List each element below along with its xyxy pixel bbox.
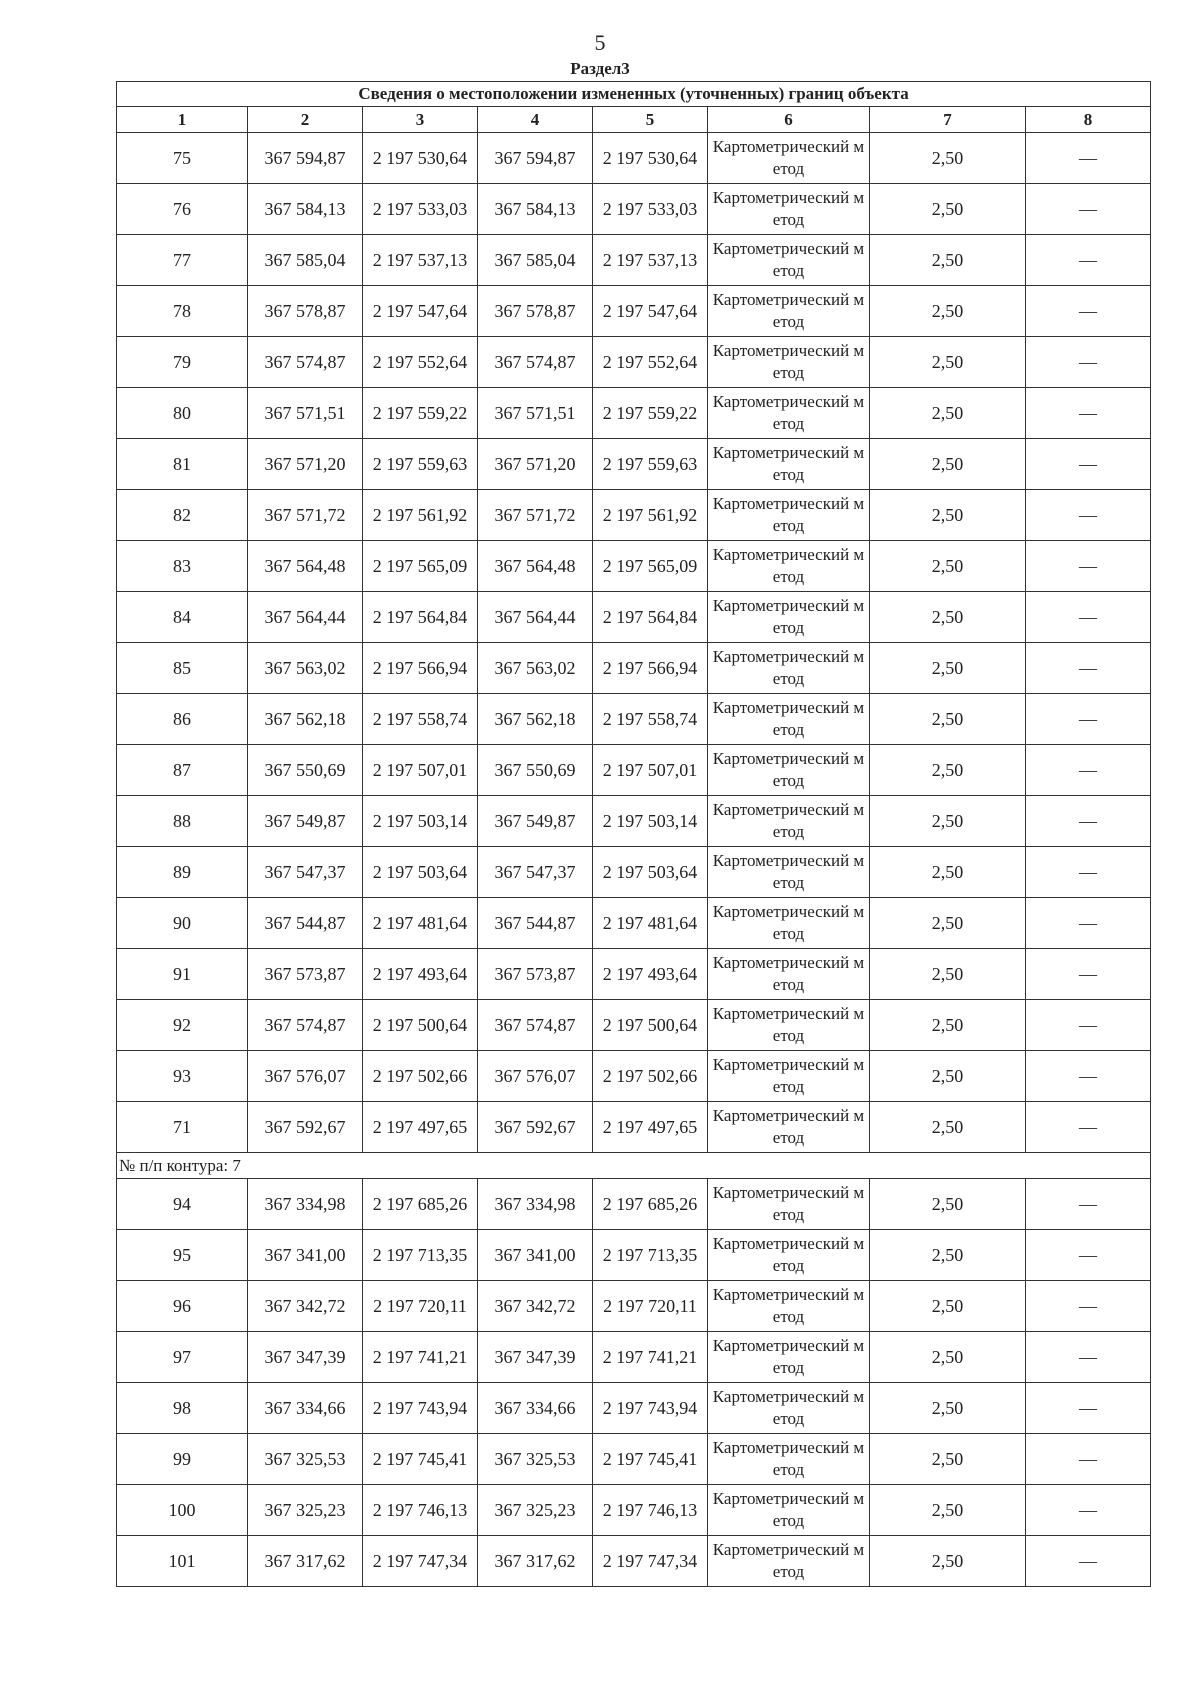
accuracy-cell: 2,50 — [870, 1230, 1026, 1281]
note-cell: — — [1026, 1051, 1151, 1102]
note-cell: — — [1026, 541, 1151, 592]
point-number-cell: 87 — [117, 745, 248, 796]
y-refined-cell: 2 197 566,94 — [593, 643, 708, 694]
table-row — [117, 796, 1151, 847]
point-number-cell: 86 — [117, 694, 248, 745]
x-refined-cell: 367 576,07 — [478, 1051, 593, 1102]
x-refined-cell: 367 571,20 — [478, 439, 593, 490]
y-refined-cell: 2 197 503,14 — [593, 796, 708, 847]
note-cell: — — [1026, 439, 1151, 490]
accuracy-cell: 2,50 — [870, 1383, 1026, 1434]
y-refined-cell: 2 197 530,64 — [593, 133, 708, 184]
y-refined-cell: 2 197 741,21 — [593, 1332, 708, 1383]
method-cell: Картометрический метод — [708, 1000, 870, 1051]
accuracy-cell: 2,50 — [870, 1102, 1026, 1153]
table-row — [117, 949, 1151, 1000]
y-existing-cell: 2 197 741,21 — [363, 1332, 478, 1383]
method-cell: Картометрический метод — [708, 286, 870, 337]
y-refined-cell: 2 197 746,13 — [593, 1485, 708, 1536]
note-cell: — — [1026, 1000, 1151, 1051]
x-refined-cell: 367 574,87 — [478, 337, 593, 388]
point-number-cell: 81 — [117, 439, 248, 490]
method-cell: Картометрический метод — [708, 1102, 870, 1153]
accuracy-cell: 2,50 — [870, 592, 1026, 643]
y-existing-cell: 2 197 745,41 — [363, 1434, 478, 1485]
table-row — [117, 439, 1151, 490]
point-number-cell: 95 — [117, 1230, 248, 1281]
x-refined-cell: 367 547,37 — [478, 847, 593, 898]
page-number: 5 — [594, 30, 606, 55]
method-cell: Картометрический метод — [708, 949, 870, 1000]
point-number-cell: 78 — [117, 286, 248, 337]
x-existing-cell: 367 585,04 — [248, 235, 363, 286]
accuracy-cell: 2,50 — [870, 847, 1026, 898]
y-existing-cell: 2 197 559,63 — [363, 439, 478, 490]
table-row — [117, 1051, 1151, 1102]
y-refined-cell: 2 197 564,84 — [593, 592, 708, 643]
point-number-cell: 79 — [117, 337, 248, 388]
x-existing-cell: 367 571,51 — [248, 388, 363, 439]
y-existing-cell: 2 197 502,66 — [363, 1051, 478, 1102]
accuracy-cell: 2,50 — [870, 796, 1026, 847]
x-existing-cell: 367 564,44 — [248, 592, 363, 643]
note-cell: — — [1026, 1281, 1151, 1332]
x-refined-cell: 367 573,87 — [478, 949, 593, 1000]
y-refined-cell: 2 197 502,66 — [593, 1051, 708, 1102]
y-existing-cell: 2 197 530,64 — [363, 133, 478, 184]
note-cell: — — [1026, 949, 1151, 1000]
table-caption: Сведения о местоположении измененных (уточненных) границ объекта — [117, 82, 1151, 107]
method-cell: Картометрический метод — [708, 592, 870, 643]
y-refined-cell: 2 197 500,64 — [593, 1000, 708, 1051]
x-refined-cell: 367 594,87 — [478, 133, 593, 184]
point-number-cell: 92 — [117, 1000, 248, 1051]
section-title: Раздел3 — [570, 59, 630, 78]
y-existing-cell: 2 197 493,64 — [363, 949, 478, 1000]
accuracy-cell: 2,50 — [870, 643, 1026, 694]
x-existing-cell: 367 544,87 — [248, 898, 363, 949]
method-cell: Картометрический метод — [708, 1179, 870, 1230]
x-refined-cell: 367 571,72 — [478, 490, 593, 541]
note-cell: — — [1026, 133, 1151, 184]
note-cell: — — [1026, 1179, 1151, 1230]
x-refined-cell: 367 317,62 — [478, 1536, 593, 1587]
accuracy-cell: 2,50 — [870, 286, 1026, 337]
table-header-row — [117, 107, 1151, 133]
note-cell: — — [1026, 388, 1151, 439]
y-existing-cell: 2 197 503,14 — [363, 796, 478, 847]
point-number-cell: 85 — [117, 643, 248, 694]
x-refined-cell: 367 325,23 — [478, 1485, 593, 1536]
accuracy-cell: 2,50 — [870, 235, 1026, 286]
method-cell: Картометрический метод — [708, 1051, 870, 1102]
x-existing-cell: 367 334,66 — [248, 1383, 363, 1434]
x-refined-cell: 367 544,87 — [478, 898, 593, 949]
y-refined-cell: 2 197 547,64 — [593, 286, 708, 337]
x-existing-cell: 367 578,87 — [248, 286, 363, 337]
method-cell: Картометрический метод — [708, 388, 870, 439]
x-refined-cell: 367 563,02 — [478, 643, 593, 694]
table-row — [117, 1000, 1151, 1051]
x-existing-cell: 367 594,87 — [248, 133, 363, 184]
y-refined-cell: 2 197 685,26 — [593, 1179, 708, 1230]
point-number-cell: 80 — [117, 388, 248, 439]
y-existing-cell: 2 197 566,94 — [363, 643, 478, 694]
x-refined-cell: 367 562,18 — [478, 694, 593, 745]
x-refined-cell: 367 334,66 — [478, 1383, 593, 1434]
table-row — [117, 745, 1151, 796]
x-existing-cell: 367 347,39 — [248, 1332, 363, 1383]
y-refined-cell: 2 197 713,35 — [593, 1230, 708, 1281]
x-existing-cell: 367 334,98 — [248, 1179, 363, 1230]
y-existing-cell: 2 197 564,84 — [363, 592, 478, 643]
y-refined-cell: 2 197 720,11 — [593, 1281, 708, 1332]
column-header: 4 — [478, 107, 593, 133]
method-cell: Картометрический метод — [708, 1536, 870, 1587]
method-cell: Картометрический метод — [708, 898, 870, 949]
x-existing-cell: 367 592,67 — [248, 1102, 363, 1153]
note-cell: — — [1026, 286, 1151, 337]
accuracy-cell: 2,50 — [870, 1051, 1026, 1102]
accuracy-cell: 2,50 — [870, 1434, 1026, 1485]
method-cell: Картометрический метод — [708, 847, 870, 898]
note-cell: — — [1026, 745, 1151, 796]
y-refined-cell: 2 197 507,01 — [593, 745, 708, 796]
y-refined-cell: 2 197 559,63 — [593, 439, 708, 490]
x-refined-cell: 367 325,53 — [478, 1434, 593, 1485]
x-existing-cell: 367 576,07 — [248, 1051, 363, 1102]
table-body — [117, 133, 1151, 1587]
y-existing-cell: 2 197 537,13 — [363, 235, 478, 286]
column-header: 5 — [593, 107, 708, 133]
table-row — [117, 1485, 1151, 1536]
y-refined-cell: 2 197 559,22 — [593, 388, 708, 439]
x-existing-cell: 367 574,87 — [248, 337, 363, 388]
note-cell: — — [1026, 1485, 1151, 1536]
note-cell: — — [1026, 337, 1151, 388]
table-row — [117, 133, 1151, 184]
column-header: 1 — [117, 107, 248, 133]
point-number-cell: 83 — [117, 541, 248, 592]
note-cell: — — [1026, 796, 1151, 847]
y-existing-cell: 2 197 503,64 — [363, 847, 478, 898]
table-row — [117, 1332, 1151, 1383]
method-cell: Картометрический метод — [708, 490, 870, 541]
x-existing-cell: 367 574,87 — [248, 1000, 363, 1051]
y-existing-cell: 2 197 713,35 — [363, 1230, 478, 1281]
note-cell: — — [1026, 1383, 1151, 1434]
note-cell: — — [1026, 592, 1151, 643]
accuracy-cell: 2,50 — [870, 949, 1026, 1000]
x-refined-cell: 367 574,87 — [478, 1000, 593, 1051]
point-number-cell: 98 — [117, 1383, 248, 1434]
note-cell: — — [1026, 490, 1151, 541]
point-number-cell: 84 — [117, 592, 248, 643]
x-refined-cell: 367 549,87 — [478, 796, 593, 847]
y-existing-cell: 2 197 743,94 — [363, 1383, 478, 1434]
y-existing-cell: 2 197 747,34 — [363, 1536, 478, 1587]
accuracy-cell: 2,50 — [870, 1281, 1026, 1332]
x-refined-cell: 367 564,48 — [478, 541, 593, 592]
table-row — [117, 1230, 1151, 1281]
y-refined-cell: 2 197 747,34 — [593, 1536, 708, 1587]
table-row — [117, 490, 1151, 541]
note-cell: — — [1026, 643, 1151, 694]
y-refined-cell: 2 197 493,64 — [593, 949, 708, 1000]
method-cell: Картометрический метод — [708, 133, 870, 184]
contour-label: № п/п контура: 7 — [117, 1153, 1151, 1179]
table-row — [117, 388, 1151, 439]
accuracy-cell: 2,50 — [870, 1179, 1026, 1230]
point-number-cell: 82 — [117, 490, 248, 541]
table-row — [117, 1179, 1151, 1230]
method-cell: Картометрический метод — [708, 1485, 870, 1536]
x-refined-cell: 367 334,98 — [478, 1179, 593, 1230]
method-cell: Картометрический метод — [708, 439, 870, 490]
table-row — [117, 1102, 1151, 1153]
table-row — [117, 286, 1151, 337]
contour-row — [117, 1153, 1151, 1179]
x-existing-cell: 367 573,87 — [248, 949, 363, 1000]
y-existing-cell: 2 197 559,22 — [363, 388, 478, 439]
table-row — [117, 592, 1151, 643]
note-cell: — — [1026, 1434, 1151, 1485]
x-refined-cell: 367 564,44 — [478, 592, 593, 643]
table-row — [117, 1383, 1151, 1434]
note-cell: — — [1026, 235, 1151, 286]
y-refined-cell: 2 197 481,64 — [593, 898, 708, 949]
y-existing-cell: 2 197 481,64 — [363, 898, 478, 949]
x-existing-cell: 367 563,02 — [248, 643, 363, 694]
y-existing-cell: 2 197 533,03 — [363, 184, 478, 235]
table-row — [117, 643, 1151, 694]
point-number-cell: 101 — [117, 1536, 248, 1587]
y-existing-cell: 2 197 558,74 — [363, 694, 478, 745]
accuracy-cell: 2,50 — [870, 337, 1026, 388]
method-cell: Картометрический метод — [708, 541, 870, 592]
accuracy-cell: 2,50 — [870, 745, 1026, 796]
x-existing-cell: 367 342,72 — [248, 1281, 363, 1332]
method-cell: Картометрический метод — [708, 694, 870, 745]
x-existing-cell: 367 571,20 — [248, 439, 363, 490]
method-cell: Картометрический метод — [708, 745, 870, 796]
x-refined-cell: 367 342,72 — [478, 1281, 593, 1332]
point-number-cell: 71 — [117, 1102, 248, 1153]
y-existing-cell: 2 197 497,65 — [363, 1102, 478, 1153]
accuracy-cell: 2,50 — [870, 133, 1026, 184]
y-refined-cell: 2 197 561,92 — [593, 490, 708, 541]
x-refined-cell: 367 341,00 — [478, 1230, 593, 1281]
method-cell: Картометрический метод — [708, 1281, 870, 1332]
x-existing-cell: 367 562,18 — [248, 694, 363, 745]
point-number-cell: 96 — [117, 1281, 248, 1332]
x-existing-cell: 367 325,53 — [248, 1434, 363, 1485]
point-number-cell: 91 — [117, 949, 248, 1000]
y-existing-cell: 2 197 685,26 — [363, 1179, 478, 1230]
x-existing-cell: 367 571,72 — [248, 490, 363, 541]
point-number-cell: 100 — [117, 1485, 248, 1536]
x-existing-cell: 367 547,37 — [248, 847, 363, 898]
x-existing-cell: 367 564,48 — [248, 541, 363, 592]
y-existing-cell: 2 197 746,13 — [363, 1485, 478, 1536]
y-refined-cell: 2 197 743,94 — [593, 1383, 708, 1434]
y-refined-cell: 2 197 497,65 — [593, 1102, 708, 1153]
accuracy-cell: 2,50 — [870, 388, 1026, 439]
note-cell: — — [1026, 1332, 1151, 1383]
x-existing-cell: 367 549,87 — [248, 796, 363, 847]
x-existing-cell: 367 584,13 — [248, 184, 363, 235]
table-row — [117, 1281, 1151, 1332]
y-existing-cell: 2 197 507,01 — [363, 745, 478, 796]
x-refined-cell: 367 592,67 — [478, 1102, 593, 1153]
note-cell: — — [1026, 898, 1151, 949]
method-cell: Картометрический метод — [708, 1434, 870, 1485]
note-cell: — — [1026, 694, 1151, 745]
x-refined-cell: 367 550,69 — [478, 745, 593, 796]
method-cell: Картометрический метод — [708, 1332, 870, 1383]
y-refined-cell: 2 197 565,09 — [593, 541, 708, 592]
table-row — [117, 541, 1151, 592]
method-cell: Картометрический метод — [708, 643, 870, 694]
method-cell: Картометрический метод — [708, 796, 870, 847]
y-existing-cell: 2 197 561,92 — [363, 490, 478, 541]
table-row — [117, 235, 1151, 286]
method-cell: Картометрический метод — [708, 235, 870, 286]
x-existing-cell: 367 550,69 — [248, 745, 363, 796]
accuracy-cell: 2,50 — [870, 1536, 1026, 1587]
point-number-cell: 93 — [117, 1051, 248, 1102]
y-existing-cell: 2 197 500,64 — [363, 1000, 478, 1051]
accuracy-cell: 2,50 — [870, 541, 1026, 592]
table-row — [117, 1536, 1151, 1587]
column-header: 7 — [870, 107, 1026, 133]
x-refined-cell: 367 578,87 — [478, 286, 593, 337]
y-existing-cell: 2 197 565,09 — [363, 541, 478, 592]
method-cell: Картометрический метод — [708, 184, 870, 235]
note-cell: — — [1026, 1102, 1151, 1153]
accuracy-cell: 2,50 — [870, 1000, 1026, 1051]
x-refined-cell: 367 585,04 — [478, 235, 593, 286]
table-row — [117, 184, 1151, 235]
y-refined-cell: 2 197 552,64 — [593, 337, 708, 388]
column-header: 8 — [1026, 107, 1151, 133]
y-existing-cell: 2 197 720,11 — [363, 1281, 478, 1332]
x-existing-cell: 367 341,00 — [248, 1230, 363, 1281]
x-existing-cell: 367 325,23 — [248, 1485, 363, 1536]
note-cell: — — [1026, 1230, 1151, 1281]
point-number-cell: 75 — [117, 133, 248, 184]
accuracy-cell: 2,50 — [870, 490, 1026, 541]
x-refined-cell: 367 584,13 — [478, 184, 593, 235]
y-refined-cell: 2 197 503,64 — [593, 847, 708, 898]
point-number-cell: 77 — [117, 235, 248, 286]
table-caption-row — [117, 82, 1151, 107]
table-row — [117, 898, 1151, 949]
coordinates-table — [116, 81, 1151, 1587]
point-number-cell: 90 — [117, 898, 248, 949]
point-number-cell: 97 — [117, 1332, 248, 1383]
method-cell: Картометрический метод — [708, 337, 870, 388]
point-number-cell: 88 — [117, 796, 248, 847]
accuracy-cell: 2,50 — [870, 1332, 1026, 1383]
column-header: 6 — [708, 107, 870, 133]
y-refined-cell: 2 197 533,03 — [593, 184, 708, 235]
method-cell: Картометрический метод — [708, 1383, 870, 1434]
note-cell: — — [1026, 847, 1151, 898]
point-number-cell: 94 — [117, 1179, 248, 1230]
x-existing-cell: 367 317,62 — [248, 1536, 363, 1587]
method-cell: Картометрический метод — [708, 1230, 870, 1281]
table-row — [117, 694, 1151, 745]
accuracy-cell: 2,50 — [870, 439, 1026, 490]
x-refined-cell: 367 347,39 — [478, 1332, 593, 1383]
accuracy-cell: 2,50 — [870, 184, 1026, 235]
column-header: 2 — [248, 107, 363, 133]
y-existing-cell: 2 197 547,64 — [363, 286, 478, 337]
table-row — [117, 1434, 1151, 1485]
accuracy-cell: 2,50 — [870, 1485, 1026, 1536]
y-existing-cell: 2 197 552,64 — [363, 337, 478, 388]
table-row — [117, 337, 1151, 388]
point-number-cell: 76 — [117, 184, 248, 235]
point-number-cell: 99 — [117, 1434, 248, 1485]
note-cell: — — [1026, 184, 1151, 235]
accuracy-cell: 2,50 — [870, 898, 1026, 949]
y-refined-cell: 2 197 537,13 — [593, 235, 708, 286]
y-refined-cell: 2 197 558,74 — [593, 694, 708, 745]
column-header: 3 — [363, 107, 478, 133]
x-refined-cell: 367 571,51 — [478, 388, 593, 439]
y-refined-cell: 2 197 745,41 — [593, 1434, 708, 1485]
accuracy-cell: 2,50 — [870, 694, 1026, 745]
point-number-cell: 89 — [117, 847, 248, 898]
table-row — [117, 847, 1151, 898]
note-cell: — — [1026, 1536, 1151, 1587]
